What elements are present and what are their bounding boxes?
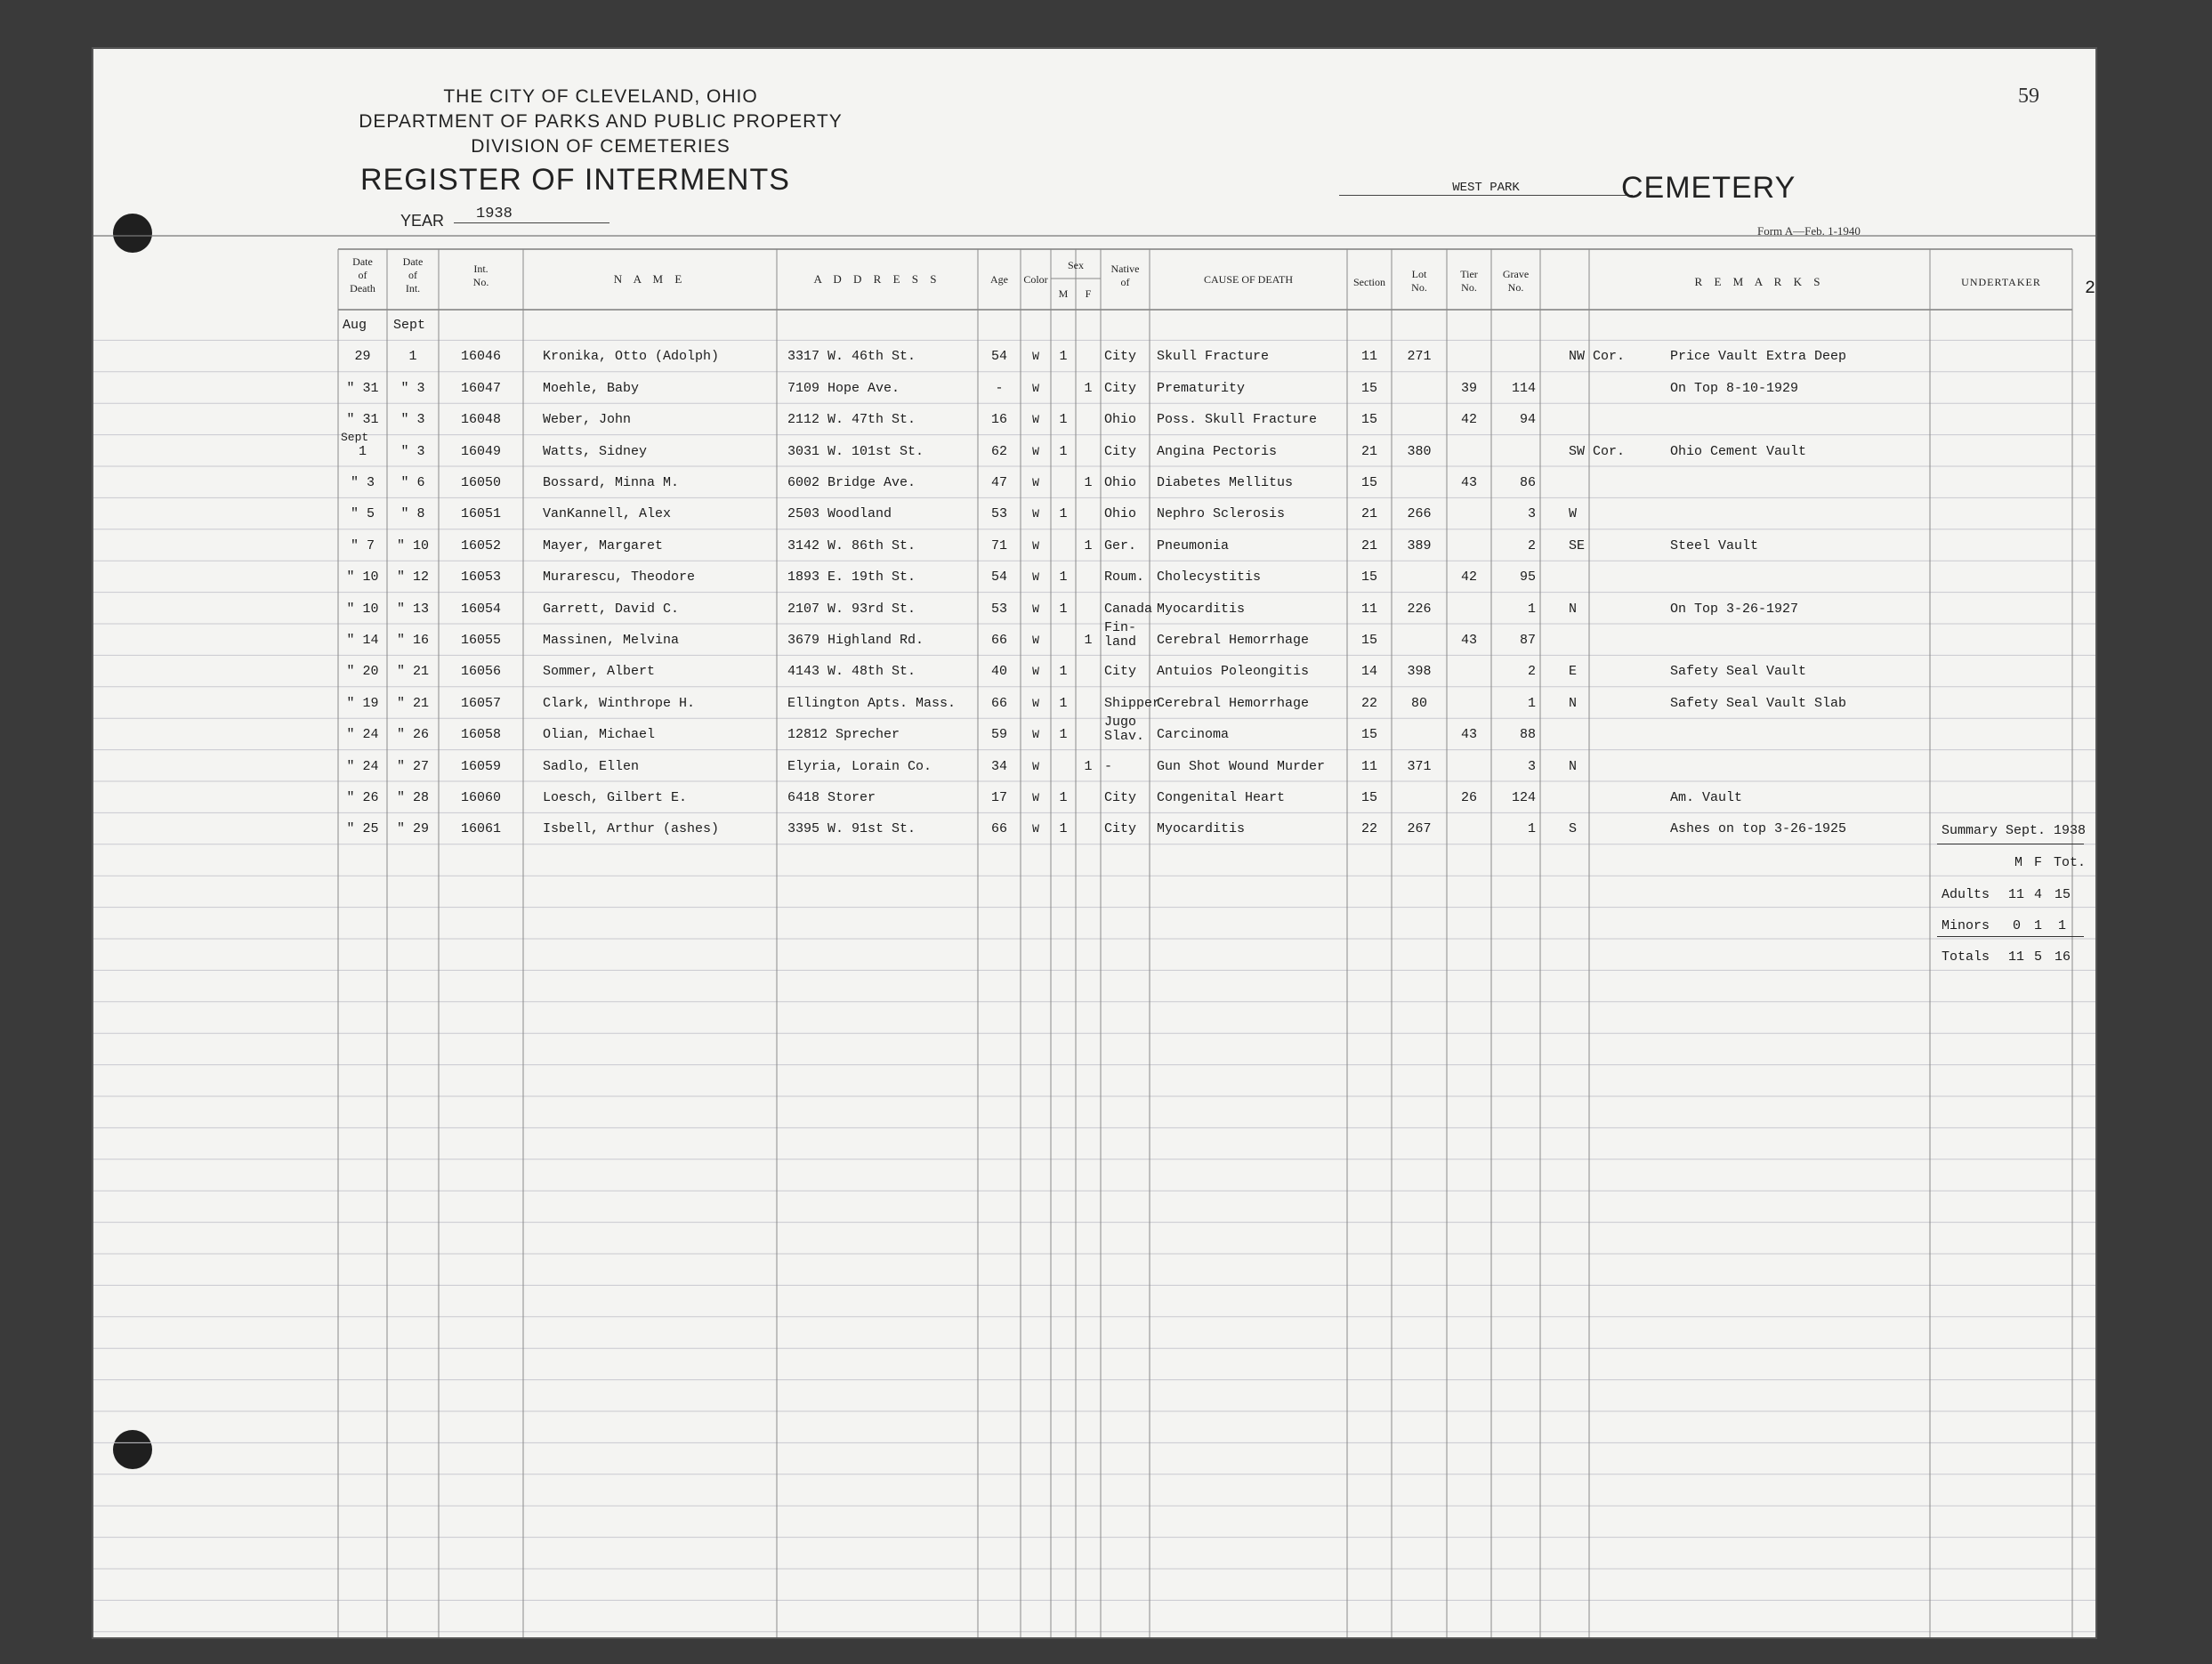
cell-date-int: " 27 <box>396 758 429 774</box>
cell-age: 53 <box>990 506 1007 522</box>
cell-section: 11 <box>1360 758 1377 774</box>
cell-cause: Cholecystitis <box>1157 569 1262 586</box>
cell-date-death: " 5 <box>350 506 375 522</box>
col-header-native: of <box>1120 276 1130 288</box>
cell-native: Slav. <box>1104 729 1145 745</box>
page-title: REGISTER OF INTERMENTS <box>360 163 790 197</box>
summary-totals-f: 5 <box>2034 949 2043 965</box>
cell-name: Watts, Sidney <box>543 443 648 459</box>
cell-color: W <box>1032 570 1039 585</box>
cell-sex-m: 1 <box>1059 727 1068 743</box>
cell-date-death: 1 <box>358 443 367 459</box>
cell-name: Weber, John <box>543 412 632 428</box>
cell-int-no: 16046 <box>460 349 501 365</box>
cell-grave: 3 <box>1527 758 1536 774</box>
cell-remarks: Safety Seal Vault Slab <box>1670 695 1847 711</box>
col-header-address: A D D R E S S <box>813 272 941 286</box>
cell-cause: Gun Shot Wound Murder <box>1157 758 1326 774</box>
col-header-sex: Sex <box>1068 259 1084 271</box>
header-division: DIVISION OF CEMETERIES <box>471 136 731 157</box>
cell-address: 3395 W. 91st St. <box>787 821 916 837</box>
cell-lot: 80 <box>1410 695 1427 711</box>
summary-col-m: M <box>2014 855 2023 870</box>
cell-sex-f: 1 <box>1084 758 1093 774</box>
col-header-lot: No. <box>1411 281 1427 294</box>
cell-grave: 2 <box>1527 664 1536 680</box>
cell-grave: 1 <box>1527 695 1536 711</box>
cell-section: 21 <box>1360 537 1377 553</box>
cell-int-no: 16061 <box>460 821 501 837</box>
cell-section: 11 <box>1360 349 1377 365</box>
cell-name: Mayer, Margaret <box>543 537 664 553</box>
cell-address: 12812 Sprecher <box>787 727 900 743</box>
cell-tier: 43 <box>1460 727 1477 743</box>
cell-sex-m: 1 <box>1059 443 1068 459</box>
cell-color: W <box>1032 759 1039 773</box>
cemetery-label: CEMETERY <box>1621 171 1796 205</box>
cell-int-no: 16053 <box>460 569 501 586</box>
cell-color: W <box>1032 791 1039 804</box>
cell-age: - <box>995 380 1004 396</box>
cell-date-int: " 13 <box>396 601 429 617</box>
cell-native: - <box>1104 758 1113 774</box>
cell-remarks: Ohio Cement Vault <box>1670 443 1807 459</box>
cell-tier: 43 <box>1460 633 1477 648</box>
cell-section: 15 <box>1360 633 1377 648</box>
cell-cause: Antuios Poleongitis <box>1157 664 1310 680</box>
form-note: Form A—Feb. 1-1940 <box>1757 224 1861 238</box>
cell-section: 22 <box>1360 821 1377 837</box>
cell-cause: Prematurity <box>1157 380 1246 396</box>
cell-native: Ohio <box>1104 412 1137 428</box>
col-header-remarks: R E M A R K S <box>1694 275 1825 288</box>
cell-date-int: " 3 <box>400 443 425 459</box>
cell-date-int: " 3 <box>400 380 425 396</box>
cell-color: W <box>1032 381 1039 395</box>
cell-sex-f: 1 <box>1084 537 1093 553</box>
col-header-sex-m: M <box>1058 287 1069 300</box>
summary-adults-tot: 15 <box>2055 887 2071 902</box>
cell-age: 59 <box>990 727 1007 743</box>
cell-age: 53 <box>990 601 1007 617</box>
cell-grave: 114 <box>1511 380 1536 396</box>
cell-grave-location: W <box>1569 506 1578 522</box>
cell-native: Roum. <box>1104 569 1145 586</box>
cell-color: W <box>1032 413 1039 427</box>
cell-age: 40 <box>990 664 1007 680</box>
cell-age: 71 <box>990 537 1007 553</box>
cell-date-death: " 7 <box>350 537 375 553</box>
cell-section: 15 <box>1360 412 1377 428</box>
cell-color: W <box>1032 476 1039 489</box>
cell-name: Clark, Winthrope H. <box>543 695 696 711</box>
cell-age: 17 <box>990 790 1007 805</box>
cell-color: W <box>1032 728 1039 742</box>
col-header-int-no: No. <box>472 276 489 288</box>
cell-grave: 2 <box>1527 537 1536 553</box>
cell-date-death: " 24 <box>346 727 379 743</box>
cell-tier: 42 <box>1460 569 1477 586</box>
cell-sex-m: 1 <box>1059 506 1068 522</box>
summary-totals-m: 11 <box>2008 949 2025 965</box>
cell-grave: 1 <box>1527 601 1536 617</box>
cell-tier: 39 <box>1460 380 1477 396</box>
cell-date-int: " 21 <box>396 695 429 711</box>
cell-remarks: Price Vault Extra Deep <box>1670 349 1847 365</box>
cell-date-int: " 28 <box>396 790 429 805</box>
cell-grave: 3 <box>1527 506 1536 522</box>
cell-sex-m: 1 <box>1059 569 1068 586</box>
cell-lot: 271 <box>1407 349 1432 365</box>
cell-date-int: 1 <box>408 349 417 365</box>
col-header-undertaker: UNDERTAKER <box>1961 276 2041 288</box>
summary-adults-m: 11 <box>2008 887 2025 902</box>
cell-cause: Angina Pectoris <box>1157 443 1278 459</box>
cell-grave-location: E <box>1569 664 1578 680</box>
cell-date-death: " 20 <box>346 664 379 680</box>
cell-name: Sommer, Albert <box>543 664 656 680</box>
cell-remarks: On Top 8-10-1929 <box>1670 380 1799 396</box>
cell-lot: 398 <box>1407 664 1432 680</box>
cell-address: Ellington Apts. Mass. <box>787 695 957 711</box>
cell-date-int: " 12 <box>396 569 429 586</box>
cell-lot: 371 <box>1407 758 1432 774</box>
cell-color: W <box>1032 696 1039 710</box>
cell-age: 54 <box>990 349 1007 365</box>
cell-address: 2503 Woodland <box>787 506 892 522</box>
cell-date-death: " 31 <box>346 380 379 396</box>
cell-address: 2107 W. 93rd St. <box>787 601 916 617</box>
cell-color: W <box>1032 444 1039 458</box>
cell-color: W <box>1032 602 1039 616</box>
cell-native: City <box>1104 790 1137 805</box>
cell-section: 11 <box>1360 601 1377 617</box>
cell-cause: Cerebral Hemorrhage <box>1157 695 1310 711</box>
cell-sex-m: 1 <box>1059 790 1068 805</box>
month-death: Aug <box>343 318 367 333</box>
cell-tier: 26 <box>1460 790 1477 805</box>
cell-grave-location: N <box>1569 601 1578 617</box>
summary-adults-f: 4 <box>2034 887 2043 902</box>
cell-address: 3317 W. 46th St. <box>787 349 916 365</box>
col-header-color: Color <box>1023 273 1048 286</box>
cell-cause: Carcinoma <box>1157 727 1230 743</box>
cell-address: 1893 E. 19th St. <box>787 569 916 586</box>
cell-lot: 380 <box>1407 443 1432 459</box>
cell-name: Moehle, Baby <box>543 380 640 396</box>
cell-address: 3142 W. 86th St. <box>787 537 916 553</box>
cell-native: land <box>1104 634 1137 650</box>
col-header-date-death: of <box>358 269 367 281</box>
cell-date-death: 29 <box>354 349 371 365</box>
cell-color: W <box>1032 822 1039 836</box>
cell-cause: Nephro Sclerosis <box>1157 506 1286 522</box>
cell-sex-m: 1 <box>1059 664 1068 680</box>
cell-address: 2112 W. 47th St. <box>787 412 916 428</box>
cell-section: 21 <box>1360 506 1377 522</box>
cell-date-death: " 19 <box>346 695 379 711</box>
cell-color: W <box>1032 350 1039 364</box>
cell-name: Olian, Michael <box>543 727 656 743</box>
cell-sex-m: 1 <box>1059 821 1068 837</box>
summary-minors-tot: 1 <box>2058 918 2067 933</box>
cell-grave: 87 <box>1519 633 1536 648</box>
cell-int-no: 16049 <box>460 443 501 459</box>
cell-name: Sadlo, Ellen <box>543 758 640 774</box>
summary-minors-label: Minors <box>1942 918 1990 933</box>
cell-sex-m: 1 <box>1059 695 1068 711</box>
col-header-grave: No. <box>1507 281 1524 294</box>
col-header-date-death: Date <box>352 255 373 268</box>
summary-rule-2 <box>1937 936 2084 937</box>
col-header-lot: Lot <box>1411 268 1427 280</box>
cell-remarks: On Top 3-26-1927 <box>1670 601 1799 617</box>
cell-native: City <box>1104 821 1137 837</box>
cell-remarks: Steel Vault <box>1670 537 1759 553</box>
cell-lot: 267 <box>1407 821 1432 837</box>
cell-int-no: 16056 <box>460 664 501 680</box>
cell-native: Ger. <box>1104 537 1137 553</box>
cell-name: Isbell, Arthur (ashes) <box>543 821 720 837</box>
summary-col-tot: Tot. <box>2054 855 2087 870</box>
cell-native: City <box>1104 380 1137 396</box>
cell-date-int: " 6 <box>400 475 425 490</box>
cell-date-int: " 26 <box>396 727 429 743</box>
summary-minors-m: 0 <box>2013 918 2022 933</box>
col-header-date-death: Death <box>350 282 375 295</box>
cell-date-int: " 8 <box>400 506 425 522</box>
cemetery-name: WEST PARK <box>1339 181 1633 196</box>
cell-address: 3031 W. 101st St. <box>787 443 924 459</box>
cell-int-no: 16048 <box>460 412 501 428</box>
cell-sex-m: 1 <box>1059 412 1068 428</box>
cell-age: 66 <box>990 633 1007 648</box>
summary-col-f: F <box>2034 855 2043 870</box>
cell-name: Murarescu, Theodore <box>543 569 696 586</box>
cell-remarks: Am. Vault <box>1670 790 1743 805</box>
cell-grave: 94 <box>1519 412 1536 428</box>
page-number: 59 <box>2018 85 2039 108</box>
cell-date-death: " 3 <box>350 475 375 490</box>
cell-cause: Myocarditis <box>1157 821 1246 837</box>
cell-sex-f: 1 <box>1084 475 1093 490</box>
cell-grave-location: SE <box>1569 537 1586 553</box>
cell-cause: Skull Fracture <box>1157 349 1270 365</box>
cell-age: 47 <box>990 475 1007 490</box>
cell-cause: Pneumonia <box>1157 537 1230 553</box>
cell-name: Loesch, Gilbert E. <box>543 790 688 805</box>
cell-section: 22 <box>1360 695 1377 711</box>
cell-native: Shipper <box>1104 695 1161 711</box>
cell-native: Fin- <box>1104 620 1137 635</box>
cell-grave: 1 <box>1527 821 1536 837</box>
cell-int-no: 16054 <box>460 601 501 617</box>
col-header-date-int: Int. <box>405 282 421 295</box>
cell-address: Elyria, Lorain Co. <box>787 758 932 774</box>
col-header-tier: No. <box>1461 281 1477 294</box>
cell-sex-f: 1 <box>1084 633 1093 648</box>
cell-tier: 42 <box>1460 412 1477 428</box>
cell-cause: Poss. Skull Fracture <box>1157 412 1318 428</box>
summary-title: Summary Sept. 1938 <box>1942 823 2087 838</box>
month-int: Sept <box>393 318 426 333</box>
cell-cause: Congenital Heart <box>1157 790 1286 805</box>
cell-date-int: " 10 <box>396 537 429 553</box>
col-header-date-int: Date <box>402 255 424 268</box>
header-department: DEPARTMENT OF PARKS AND PUBLIC PROPERTY <box>359 111 843 132</box>
cell-grave-location: SW Cor. <box>1569 443 1626 459</box>
cell-native: City <box>1104 664 1137 680</box>
cell-age: 16 <box>990 412 1007 428</box>
cell-date-int: " 16 <box>396 633 429 648</box>
year-label: YEAR <box>400 212 445 230</box>
cell-age: 34 <box>990 758 1007 774</box>
cell-color: W <box>1032 665 1039 679</box>
cell-address: 7109 Hope Ave. <box>787 380 900 396</box>
cell-date-death: " 10 <box>346 601 379 617</box>
summary-adults-label: Adults <box>1942 887 1990 902</box>
cell-date-int: " 3 <box>400 412 425 428</box>
cell-remarks: Ashes on top 3-26-1925 <box>1670 821 1847 837</box>
margin-mark: 2 <box>2085 279 2096 299</box>
col-header-date-int: of <box>408 269 417 281</box>
cell-cause: Myocarditis <box>1157 601 1246 617</box>
cell-lot: 389 <box>1407 537 1432 553</box>
cell-grave-location: N <box>1569 695 1578 711</box>
cell-section: 15 <box>1360 380 1377 396</box>
cell-date-death: " 26 <box>346 790 379 805</box>
cell-int-no: 16058 <box>460 727 501 743</box>
cell-date-death: " 31 <box>346 412 379 428</box>
cell-int-no: 16060 <box>460 790 501 805</box>
cell-name: Massinen, Melvina <box>543 633 680 648</box>
cell-int-no: 16059 <box>460 758 501 774</box>
summary-minors-f: 1 <box>2034 918 2043 933</box>
cell-section: 15 <box>1360 727 1377 743</box>
col-header-native: Native <box>1110 263 1140 275</box>
col-header-tier: Tier <box>1460 268 1478 280</box>
col-header-int-no: Int. <box>473 263 488 275</box>
cell-section: 14 <box>1360 664 1377 680</box>
cell-lot: 266 <box>1407 506 1432 522</box>
cell-date-death: " 24 <box>346 758 379 774</box>
cell-name: Kronika, Otto (Adolph) <box>543 349 720 365</box>
cell-section: 15 <box>1360 790 1377 805</box>
cell-date-int: " 21 <box>396 664 429 680</box>
cell-cause: Diabetes Mellitus <box>1157 475 1294 490</box>
cell-age: 66 <box>990 695 1007 711</box>
cell-grave-location: NW Cor. <box>1569 349 1626 365</box>
cell-sex-m: 1 <box>1059 601 1068 617</box>
cell-native: Ohio <box>1104 506 1137 522</box>
cell-grave-location: N <box>1569 758 1578 774</box>
cell-tier: 43 <box>1460 475 1477 490</box>
cell-int-no: 16057 <box>460 695 501 711</box>
cell-section: 15 <box>1360 569 1377 586</box>
cell-color: W <box>1032 538 1039 553</box>
cell-name: Bossard, Minna M. <box>543 475 680 490</box>
col-header-age: Age <box>990 273 1008 286</box>
cell-grave: 95 <box>1519 569 1536 586</box>
cell-int-no: 16052 <box>460 537 501 553</box>
cell-section: 15 <box>1360 475 1377 490</box>
col-header-name: N A M E <box>613 272 687 286</box>
cell-grave: 86 <box>1519 475 1536 490</box>
col-header-cause: CAUSE OF DEATH <box>1203 273 1293 286</box>
summary-totals-label: Totals <box>1942 949 1990 965</box>
year-value: 1938 <box>454 206 610 223</box>
cell-color: W <box>1032 507 1039 521</box>
cell-date-int: " 29 <box>396 821 429 837</box>
cell-name: VanKannell, Alex <box>543 506 672 522</box>
cell-int-no: 16051 <box>460 506 501 522</box>
cell-date-death: " 10 <box>346 569 379 586</box>
cell-sex-f: 1 <box>1084 380 1093 396</box>
cell-sex-m: 1 <box>1059 349 1068 365</box>
cell-address: 3679 Highland Rd. <box>787 633 924 648</box>
cell-age: 66 <box>990 821 1007 837</box>
cell-grave-location: S <box>1569 821 1578 837</box>
col-header-section: Section <box>1353 276 1385 288</box>
cell-remarks: Safety Seal Vault <box>1670 664 1807 680</box>
cell-native: City <box>1104 349 1137 365</box>
cell-native: Ohio <box>1104 475 1137 490</box>
cell-grave: 124 <box>1511 790 1536 805</box>
header-city: THE CITY OF CLEVELAND, OHIO <box>443 86 758 107</box>
cell-color: W <box>1032 634 1039 647</box>
cell-address: 6002 Bridge Ave. <box>787 475 916 490</box>
col-header-sex-f: F <box>1085 287 1092 300</box>
cell-address: 6418 Storer <box>787 790 876 805</box>
cell-cause: Cerebral Hemorrhage <box>1157 633 1310 648</box>
cell-name: Garrett, David C. <box>543 601 680 617</box>
cell-lot: 226 <box>1407 601 1432 617</box>
cell-date-death: " 14 <box>346 633 379 648</box>
cell-int-no: 16055 <box>460 633 501 648</box>
cell-address: 4143 W. 48th St. <box>787 664 916 680</box>
col-header-grave: Grave <box>1502 268 1530 280</box>
cell-native: Jugo <box>1104 715 1137 731</box>
cell-age: 54 <box>990 569 1007 586</box>
cell-int-no: 16047 <box>460 380 501 396</box>
cell-date-death: " 25 <box>346 821 379 837</box>
cell-native: City <box>1104 443 1137 459</box>
cell-death-month: Sept <box>341 430 369 444</box>
cell-age: 62 <box>990 443 1007 459</box>
cell-grave: 88 <box>1519 727 1536 743</box>
cell-section: 21 <box>1360 443 1377 459</box>
cell-int-no: 16050 <box>460 475 501 490</box>
summary-totals-tot: 16 <box>2055 949 2071 965</box>
cell-native: Canada <box>1104 601 1153 617</box>
register-page <box>93 49 2095 1637</box>
